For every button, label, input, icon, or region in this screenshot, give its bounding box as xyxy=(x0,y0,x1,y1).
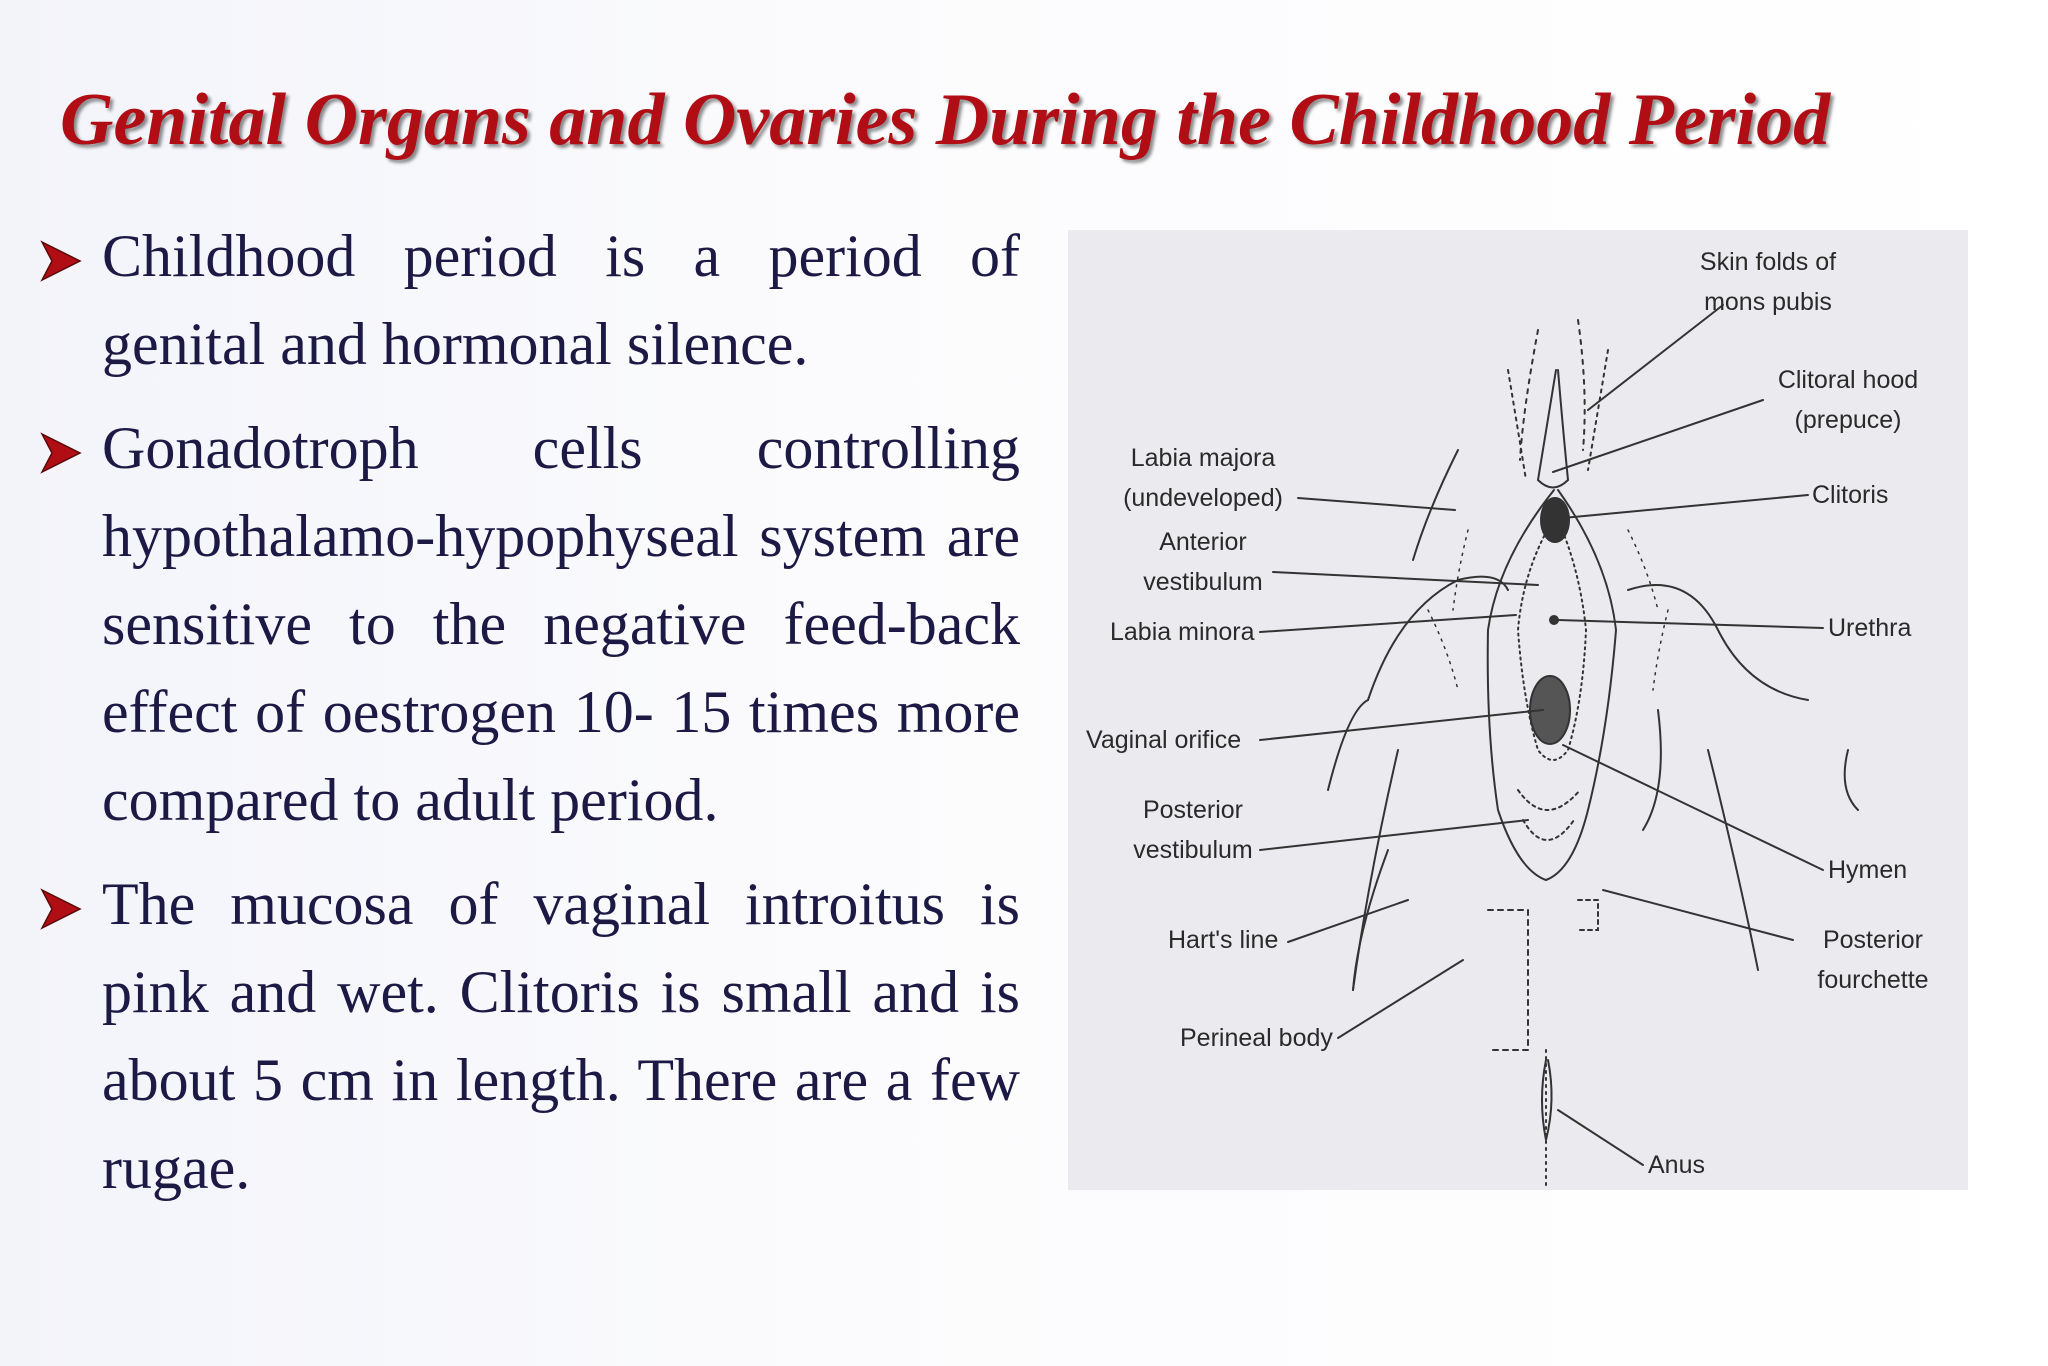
bullet-text: Childhood period is a period of genital and hormonal silence. xyxy=(102,223,1020,377)
bullet-item xyxy=(40,404,1020,844)
label-clitoris: Clitoris xyxy=(1812,481,1889,509)
label-labia-minora: Labia minora xyxy=(1110,618,1255,646)
label-harts-line: Hart's line xyxy=(1168,926,1279,954)
bullet-item xyxy=(40,860,1020,1212)
label-vaginal-orifice: Vaginal orifice xyxy=(1086,726,1242,754)
label-anterior-vestibulum: Anterior vestibulum xyxy=(1143,528,1263,596)
arrowhead-bullet-icon xyxy=(40,432,82,474)
label-perineal-body: Perineal body xyxy=(1180,1024,1333,1052)
label-posterior-fourchette: Posterior fourchette xyxy=(1817,926,1929,994)
arrowhead-bullet-icon xyxy=(40,240,82,282)
label-skin-folds: Skin folds of mons pubis xyxy=(1699,248,1837,316)
bullet-text: The mucosa of vaginal introitus is pink and wet. Clitoris is small and is about 5 cm in length. There are a few rugae. xyxy=(102,871,1020,1201)
anatomy-figure xyxy=(1068,230,1968,1190)
label-clitoral-hood: Clitoral hood (prepuce) xyxy=(1777,366,1919,434)
label-anus: Anus xyxy=(1648,1151,1705,1179)
label-labia-majora: Labia majora (undeveloped) xyxy=(1123,444,1283,512)
label-urethra: Urethra xyxy=(1828,614,1912,642)
bullet-item xyxy=(40,212,1020,388)
label-hymen: Hymen xyxy=(1828,856,1908,884)
arrowhead-bullet-icon xyxy=(40,888,82,930)
bullet-list xyxy=(40,212,1020,1228)
bullet-text: Gonadotroph cells controlling hypothalamo-hypophyseal system are sensitive to the negative feed-back effect of oestrogen 10- 15 times more compared to adult period. xyxy=(102,415,1020,833)
label-posterior-vestibulum: Posterior vestibulum xyxy=(1133,796,1253,864)
slide-title: Genital Organs and Ovaries During the Childhood Period xyxy=(60,79,1831,161)
